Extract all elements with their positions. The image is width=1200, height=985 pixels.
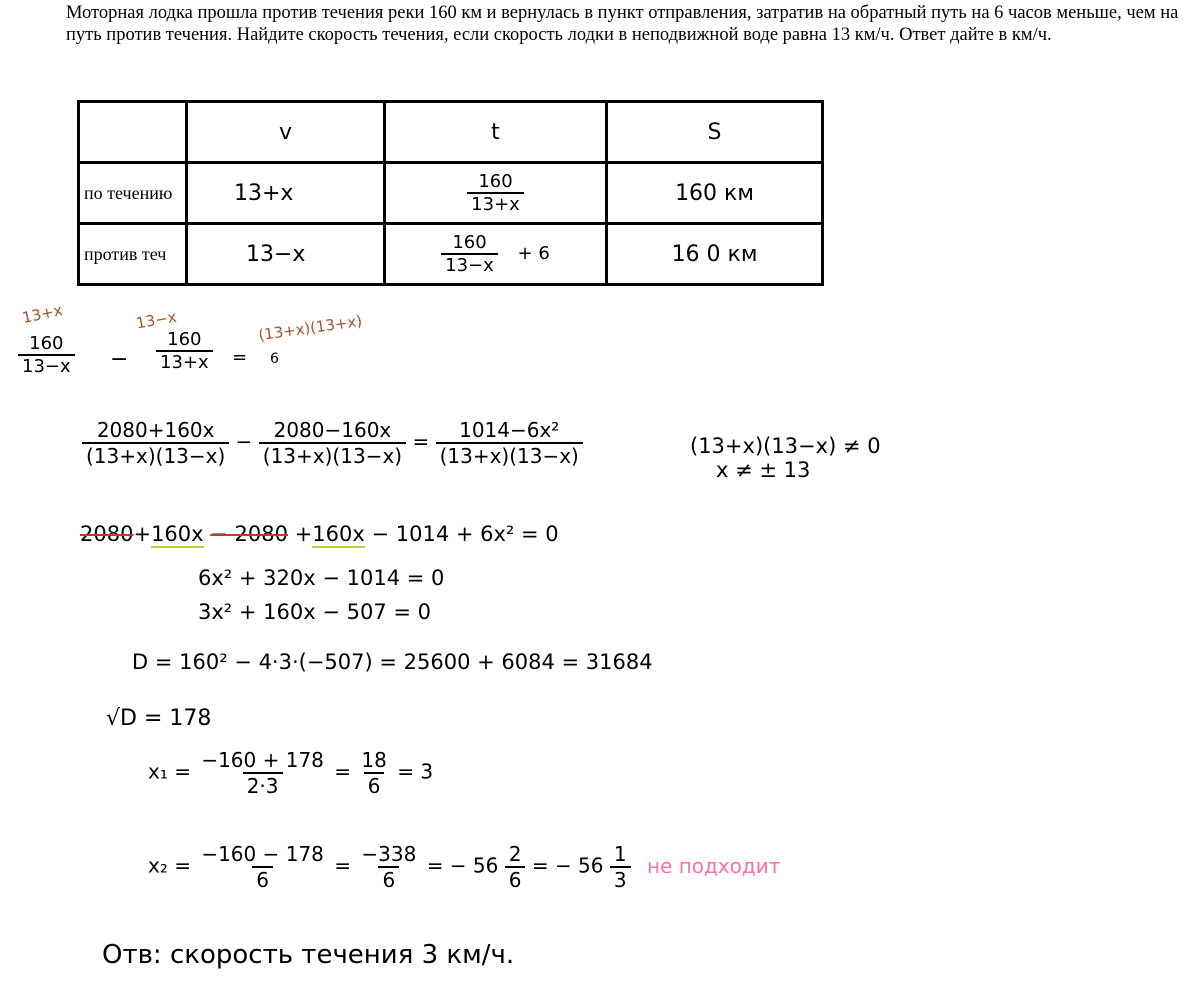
cell-s: 160 км [607,163,823,224]
header-t: t [385,102,607,163]
root-x1: x₁ = $\frac{-160 + 178}{2\cdot 3}$ = $\frac{18}{6}$ = 3 [148,748,434,798]
answer: Отв: скорость течения 3 км/ч. [102,940,515,970]
equation-2: $\frac{2080+160x}{(13+x)(13-x)}$ − $\frac{2080-160x}{(13+x)(13-x)}$ = $\frac{\text{1014−6x²}}{(13+x)(13-x)}$ [82,418,583,468]
cell-v: 13+x [187,163,385,224]
root-x2: x₂ = $\frac{-160 - 178}{6}$ = $\frac{-338}{6}$ = − 56 $\frac{2}{6}$ = − 56 $\frac{1}{3}$ не подходит [148,842,781,892]
equation-3: 2080+160x − 2080 +160x − 1014 + 6x² = 0 [80,522,559,546]
sqrt-discriminant: √D = 178 [106,706,212,731]
cell-s: 16 0 км [607,224,823,285]
header-v: v [187,102,385,163]
rejected-note: не подходит [646,853,781,878]
cell-t: $\frac{160}{13+x}$ [385,163,607,224]
row-label: по течению [79,163,187,224]
table-row-downstream [79,163,823,224]
row-label: против теч [79,224,187,285]
cell-v: 13−x [187,224,385,285]
equation-4: 6x² + 320x − 1014 = 0 [198,566,445,590]
cell-t: $\frac{160}{13-x}$ + 6 [385,224,607,285]
header-s: S [607,102,823,163]
problem-statement: Моторная лодка прошла против течения реки 160 км и вернулась в пункт отправления, затратив на обратный путь на 6 часов меньше, чем на путь против течения. Найдите скорость течения, если скорость лодки в неподвижной воде равна 13 км/ч. Ответ дайте в км/ч. [66,3,1179,45]
equation-5: 3x² + 160x − 507 = 0 [198,600,431,624]
table-header-row [79,102,823,163]
table-row-upstream [79,224,823,285]
condition: (13+x)(13−x) ≠ 0 x ≠ ± 13 [690,434,881,482]
discriminant: D = 160² − 4·3·(−507) = 25600 + 6084 = 31684 [132,650,653,674]
header-empty [79,102,187,163]
data-table [77,100,824,286]
